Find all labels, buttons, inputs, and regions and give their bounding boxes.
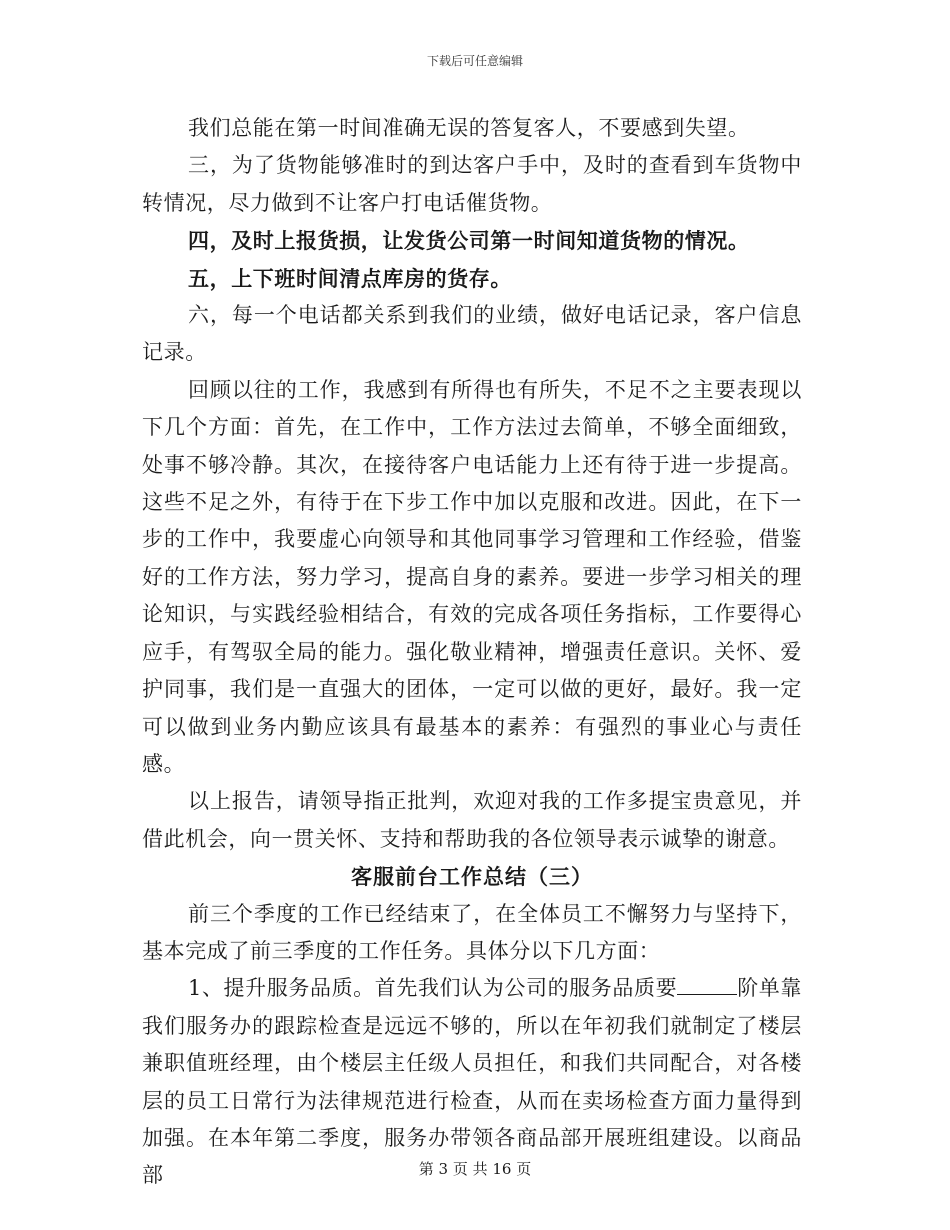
item1-text-after: 阶单靠我们服务办的跟踪检查是远远不够的，所以在年初我们就制定了楼层兼职值班经理，由个楼层主任级人员担任，和我们共同配合，对各楼层的员工日常行为法律规范进行检查，从而在卖场检查方面力量得到加强。在本年第二季度，服务办带领各商品部开展班组建设。以商品部: [142, 976, 802, 1188]
section-title: 客服前台工作总结（三）: [351, 864, 593, 890]
document-body: [142, 110, 802, 1195]
item1-text-before: 1、提升服务品质。首先我们认为公司的服务品质要: [188, 976, 678, 1001]
fill-in-blank: [677, 974, 737, 995]
paragraph-4: 五，上下班时间清点库房的货存。: [188, 265, 512, 291]
paragraph-7: 以上报告，请领导指正批判，欢迎对我的工作多提宝贵意见，并借此机会，向一贯关怀、支持和帮助我的各位领导表示诚挚的谢意。: [142, 789, 802, 851]
section-paragraph-1: 前三个季度的工作已经结束了，在全体员工不懈努力与坚持下，基本完成了前三季度的工作任务。具体分以下几方面：: [142, 901, 802, 963]
paragraph-5: 六，每一个电话都关系到我们的业绩，做好电话记录，客户信息记录。: [142, 303, 802, 365]
header-note: 下载后可任意编辑: [426, 54, 523, 68]
paragraph-2: 三，为了货物能够准时的到达客户手中，及时的查看到车货物中转情况，尽力做到不让客户打电话催货物。: [142, 153, 802, 215]
paragraph-6: 回顾以往的工作，我感到有所得也有所失，不足不之主要表现以下几个方面：首先，在工作中，工作方法过去简单，不够全面细致，处事不够冷静。其次，在接待客户电话能力上还有待于进一步提高。这些不足之外，有待于在下步工作中加以克服和改进。因此，在下一步的工作中，我要虚心向领导和其他同事学习管理和工作经验，借鉴好的工作方法，努力学习，提高自身的素养。要进一步学习相关的理论知识，与实践经验相结合，有效的完成各项任务指标，工作要得心应手，有驾驭全局的能力。强化敬业精神，增强责任意识。关怀、爱护同事，我们是一直强大的团体，一定可以做的更好，最好。我一定可以做到业务内勤应该具有最基本的素养：有强烈的事业心与责任感。: [142, 377, 802, 776]
page-number-footer: 第 3 页 共 16 页: [418, 1160, 532, 1178]
paragraph-3: 四，及时上报货损，让发货公司第一时间知道货物的情况。: [188, 228, 750, 254]
paragraph-1: 我们总能在第一时间准确无误的答复客人，不要感到失望。: [188, 116, 750, 140]
